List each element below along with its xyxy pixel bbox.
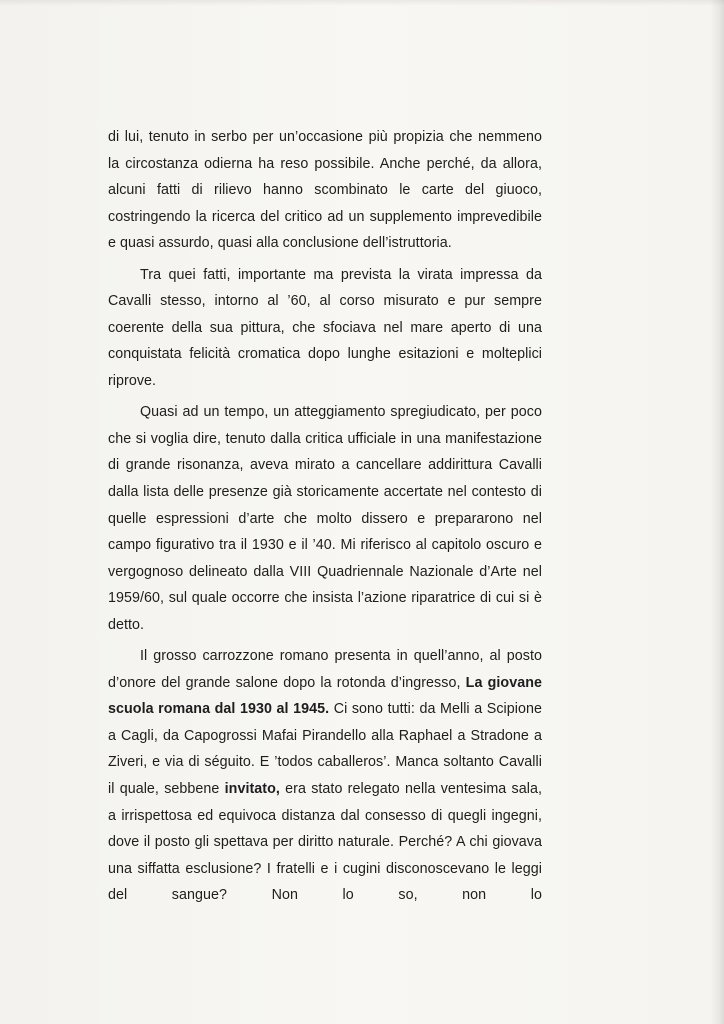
exhibition-title: La giovane scuola romana dal 1930 al 1945. — [108, 674, 542, 718]
page-right-shadow — [710, 0, 724, 1024]
paragraph-2-text: Tra quei fatti, importante ma prevista la virata impressa da Cavalli stesso, intorno al ’60, al corso misurato e pur sempre coerente della sua pittura, che sfociava nel mare aperto di una conquistata felicità cromatica dopo lunghe esitazioni e molteplici riprove. — [108, 266, 542, 389]
body-text — [108, 124, 542, 914]
paragraph-2 — [108, 262, 542, 395]
paragraph-4-text-a: Il grosso carrozzone romano presenta in quell’anno, al posto d’onore del grande salone dopo la rotonda d’ingresso, — [108, 648, 542, 691]
paragraph-1-text: di lui, tenuto in serbo per un’occasione più propizia che nemmeno la circostanza odierna ha reso possibile. Anche perché, da allora, alcuni fatti di rilievo hanno scombinato le carte del giuoco, costringendo la ricerca del critico ad un supplemento imprevedibile e quasi assurdo, quasi alla conclusione dell’istruttoria. — [108, 129, 542, 252]
paragraph-3-text: Quasi ad un tempo, un atteggiamento spregiudicato, per poco che si voglia dire, tenuto dalla critica ufficiale in una manifestazione di grande risonanza, aveva mirato a cancellare addirittura Cavalli dalla lista delle presenze già storicamente accertate nel contesto di quelle espressioni d’arte che molto dissero e prepararono nel campo figurativo tra il 1930 e il ’40. Mi riferisco al capitolo oscuro e vergognoso delineato dalla VIII Quadriennale Nazionale d’Arte nel 1959/60, sul quale occorre che insista l’azione riparatrice di cui si è detto. — [108, 404, 542, 633]
paragraph-3 — [108, 399, 542, 638]
invited-emphasis: invitato, — [224, 781, 280, 798]
paragraph-4-text-b: Ci sono tutti: da Melli a Scipione a Cagli, da Capogrossi Mafai Pirandello alla Raphael a Stradone a Ziveri, e via di séguito. E ’todos caballeros’. Manca soltanto Cavalli il quale, sebbene — [108, 701, 542, 798]
paragraph-1 — [108, 124, 542, 257]
paragraph-4-text-c: era stato relegato nella ventesima sala, a irrispettosa ed equivoca distanza dal consesso di quegli ingegni, dove il posto gli spettava per diritto naturale. Perché? A chi giovava una siffatta esclusione? I fratelli e i cugini disconoscevano le leggi del sangue? Non lo so, non lo — [108, 781, 542, 904]
page-top-shadow — [0, 0, 724, 6]
paragraph-4 — [108, 643, 542, 909]
